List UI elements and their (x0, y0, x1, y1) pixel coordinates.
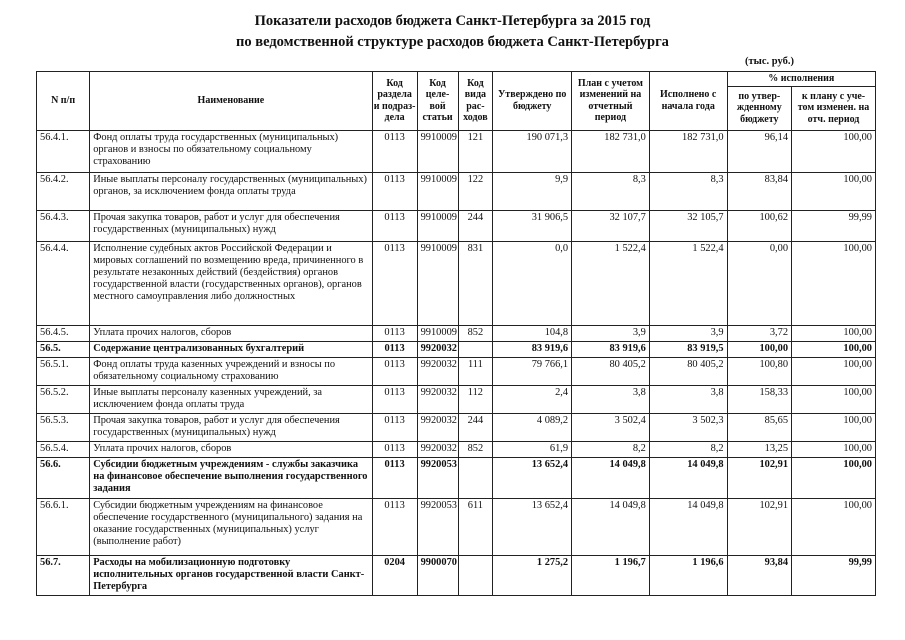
units-label: (тыс. руб.) (745, 56, 794, 67)
row-article-code: 9920053 (417, 498, 458, 555)
row-article-code: 9920032 (417, 385, 458, 413)
row-done: 1 522,4 (649, 241, 727, 325)
row-number: 56.7. (37, 555, 90, 595)
row-pct-approved: 13,25 (727, 441, 791, 457)
document-subtitle: по ведомственной структуре расходов бюджета Санкт-Петербурга (236, 34, 669, 50)
table-row (37, 441, 876, 457)
row-pct-plan: 99,99 (792, 555, 876, 595)
row-number: 56.6. (37, 457, 90, 498)
row-section-code: 0113 (372, 241, 417, 325)
row-name: Иные выплаты персоналу казенных учреждений, за исключением фонда оплаты труда (90, 385, 372, 413)
row-number: 56.5.4. (37, 441, 90, 457)
header-name: Наименование (90, 72, 372, 131)
row-pct-approved: 102,91 (727, 457, 791, 498)
row-article-code: 9910009 (417, 130, 458, 172)
row-type-code (458, 341, 493, 357)
row-type-code: 122 (458, 172, 493, 210)
header-article-code: Код целе- вой статьи (417, 72, 458, 131)
header-pct-group: % исполнения (727, 72, 875, 87)
row-type-code: 121 (458, 130, 493, 172)
header-num: N п/п (37, 72, 90, 131)
row-pct-plan: 100,00 (792, 357, 876, 385)
row-type-code: 852 (458, 325, 493, 341)
row-name: Исполнение судебных актов Российской Федерации и мировых соглашений по возмещению вреда, причиненного в результате незаконных действий (бездействия) органов государственной власти (государственных органов), органов местного самоуправления либо должностных (90, 241, 372, 325)
row-approved: 104,8 (493, 325, 572, 341)
table-row (37, 210, 876, 241)
header-section-code: Код раздела и подраз- дела (372, 72, 417, 131)
row-plan: 3,9 (572, 325, 650, 341)
row-section-code: 0113 (372, 457, 417, 498)
row-pct-plan: 99,99 (792, 210, 876, 241)
row-plan: 1 522,4 (572, 241, 650, 325)
header-done: Исполнено с начала года (649, 72, 727, 131)
header-type-code: Код вида рас- ходов (458, 72, 493, 131)
row-pct-plan: 100,00 (792, 130, 876, 172)
row-section-code: 0113 (372, 385, 417, 413)
row-number: 56.5.2. (37, 385, 90, 413)
table-body (37, 130, 876, 595)
row-name: Прочая закупка товаров, работ и услуг для обеспечения государственных (муниципальных) нужд (90, 413, 372, 441)
row-number: 56.4.3. (37, 210, 90, 241)
table-row (37, 457, 876, 498)
row-type-code (458, 555, 493, 595)
row-section-code: 0113 (372, 357, 417, 385)
row-pct-approved: 96,14 (727, 130, 791, 172)
row-article-code: 9920053 (417, 457, 458, 498)
table-row (37, 555, 876, 595)
row-plan: 83 919,6 (572, 341, 650, 357)
row-pct-approved: 0,00 (727, 241, 791, 325)
header-pct-plan: к плану с уче- том изменен. на отч. период (792, 86, 876, 130)
row-approved: 83 919,6 (493, 341, 572, 357)
row-number: 56.4.1. (37, 130, 90, 172)
row-done: 14 049,8 (649, 498, 727, 555)
row-number: 56.4.2. (37, 172, 90, 210)
row-approved: 4 089,2 (493, 413, 572, 441)
row-section-code: 0113 (372, 210, 417, 241)
row-pct-plan: 100,00 (792, 413, 876, 441)
row-pct-plan: 100,00 (792, 385, 876, 413)
row-approved: 13 652,4 (493, 457, 572, 498)
row-pct-plan: 100,00 (792, 457, 876, 498)
row-approved: 9,9 (493, 172, 572, 210)
table-row (37, 385, 876, 413)
row-number: 56.5.1. (37, 357, 90, 385)
row-approved: 0,0 (493, 241, 572, 325)
row-done: 8,2 (649, 441, 727, 457)
row-type-code: 111 (458, 357, 493, 385)
row-pct-approved: 3,72 (727, 325, 791, 341)
row-approved: 13 652,4 (493, 498, 572, 555)
row-type-code: 112 (458, 385, 493, 413)
row-approved: 1 275,2 (493, 555, 572, 595)
row-section-code: 0113 (372, 172, 417, 210)
row-type-code: 244 (458, 413, 493, 441)
row-section-code: 0113 (372, 325, 417, 341)
row-plan: 1 196,7 (572, 555, 650, 595)
row-pct-approved: 93,84 (727, 555, 791, 595)
row-done: 8,3 (649, 172, 727, 210)
row-name: Субсидии бюджетным учреждениям на финансовое обеспечение государственного (муниципального) задания на оказание государственных (муниципальных) услуг (выполнение работ) (90, 498, 372, 555)
row-pct-plan: 100,00 (792, 498, 876, 555)
row-name: Субсидии бюджетным учреждениям - службы заказчика на финансовое обеспечение выполнения государственного задания (90, 457, 372, 498)
row-approved: 2,4 (493, 385, 572, 413)
header-approved: Утверждено по бюджету (493, 72, 572, 131)
row-done: 1 196,6 (649, 555, 727, 595)
row-name: Уплата прочих налогов, сборов (90, 325, 372, 341)
row-done: 83 919,5 (649, 341, 727, 357)
row-article-code: 9920032 (417, 341, 458, 357)
budget-table (36, 71, 876, 596)
row-article-code: 9920032 (417, 413, 458, 441)
row-number: 56.6.1. (37, 498, 90, 555)
row-plan: 3 502,4 (572, 413, 650, 441)
row-pct-plan: 100,00 (792, 172, 876, 210)
table-row (37, 357, 876, 385)
row-number: 56.4.4. (37, 241, 90, 325)
row-plan: 14 049,8 (572, 498, 650, 555)
row-plan: 32 107,7 (572, 210, 650, 241)
row-section-code: 0113 (372, 498, 417, 555)
row-done: 3 502,3 (649, 413, 727, 441)
row-section-code: 0113 (372, 341, 417, 357)
row-pct-approved: 100,62 (727, 210, 791, 241)
row-approved: 31 906,5 (493, 210, 572, 241)
table-row (37, 172, 876, 210)
row-article-code: 9910009 (417, 210, 458, 241)
row-done: 80 405,2 (649, 357, 727, 385)
row-name: Фонд оплаты труда государственных (муниципальных) органов и взносы по обязательному социальному страхованию (90, 130, 372, 172)
row-type-code (458, 457, 493, 498)
row-section-code: 0113 (372, 413, 417, 441)
row-number: 56.5. (37, 341, 90, 357)
row-approved: 190 071,3 (493, 130, 572, 172)
row-pct-approved: 85,65 (727, 413, 791, 441)
row-name: Уплата прочих налогов, сборов (90, 441, 372, 457)
row-pct-plan: 100,00 (792, 341, 876, 357)
row-done: 3,8 (649, 385, 727, 413)
row-section-code: 0204 (372, 555, 417, 595)
row-approved: 61,9 (493, 441, 572, 457)
row-done: 182 731,0 (649, 130, 727, 172)
row-number: 56.5.3. (37, 413, 90, 441)
row-name: Расходы на мобилизационную подготовку исполнительных органов государственной власти Санкт-Петербурга (90, 555, 372, 595)
table-row (37, 498, 876, 555)
table-row (37, 130, 876, 172)
row-plan: 3,8 (572, 385, 650, 413)
row-pct-approved: 100,00 (727, 341, 791, 357)
row-pct-approved: 158,33 (727, 385, 791, 413)
table-row (37, 325, 876, 341)
row-plan: 182 731,0 (572, 130, 650, 172)
row-section-code: 0113 (372, 130, 417, 172)
row-type-code: 831 (458, 241, 493, 325)
row-pct-plan: 100,00 (792, 441, 876, 457)
row-number: 56.4.5. (37, 325, 90, 341)
row-plan: 14 049,8 (572, 457, 650, 498)
row-name: Иные выплаты персоналу государственных (муниципальных) органов, за исключением фонда оплаты труда (90, 172, 372, 210)
row-pct-plan: 100,00 (792, 325, 876, 341)
row-done: 3,9 (649, 325, 727, 341)
row-article-code: 9920032 (417, 357, 458, 385)
table-row (37, 241, 876, 325)
header-plan: План с учетом изменений на отчетный период (572, 72, 650, 131)
table-row (37, 341, 876, 357)
row-pct-approved: 102,91 (727, 498, 791, 555)
row-pct-plan: 100,00 (792, 241, 876, 325)
row-name: Фонд оплаты труда казенных учреждений и взносы по обязательному социальному страхованию (90, 357, 372, 385)
row-type-code: 244 (458, 210, 493, 241)
row-name: Прочая закупка товаров, работ и услуг для обеспечения государственных (муниципальных) нужд (90, 210, 372, 241)
document-title: Показатели расходов бюджета Санкт-Петербурга за 2015 год (254, 13, 651, 29)
row-pct-approved: 100,80 (727, 357, 791, 385)
row-section-code: 0113 (372, 441, 417, 457)
row-type-code: 611 (458, 498, 493, 555)
row-article-code: 9910009 (417, 241, 458, 325)
table-row (37, 413, 876, 441)
row-done: 14 049,8 (649, 457, 727, 498)
row-name: Содержание централизованных бухгалтерий (90, 341, 372, 357)
row-done: 32 105,7 (649, 210, 727, 241)
row-article-code: 9910009 (417, 325, 458, 341)
row-plan: 80 405,2 (572, 357, 650, 385)
row-plan: 8,2 (572, 441, 650, 457)
header-pct-approved: по утвер- жденному бюджету (727, 86, 791, 130)
row-pct-approved: 83,84 (727, 172, 791, 210)
row-plan: 8,3 (572, 172, 650, 210)
row-approved: 79 766,1 (493, 357, 572, 385)
row-article-code: 9900070 (417, 555, 458, 595)
row-article-code: 9910009 (417, 172, 458, 210)
row-type-code: 852 (458, 441, 493, 457)
row-article-code: 9920032 (417, 441, 458, 457)
